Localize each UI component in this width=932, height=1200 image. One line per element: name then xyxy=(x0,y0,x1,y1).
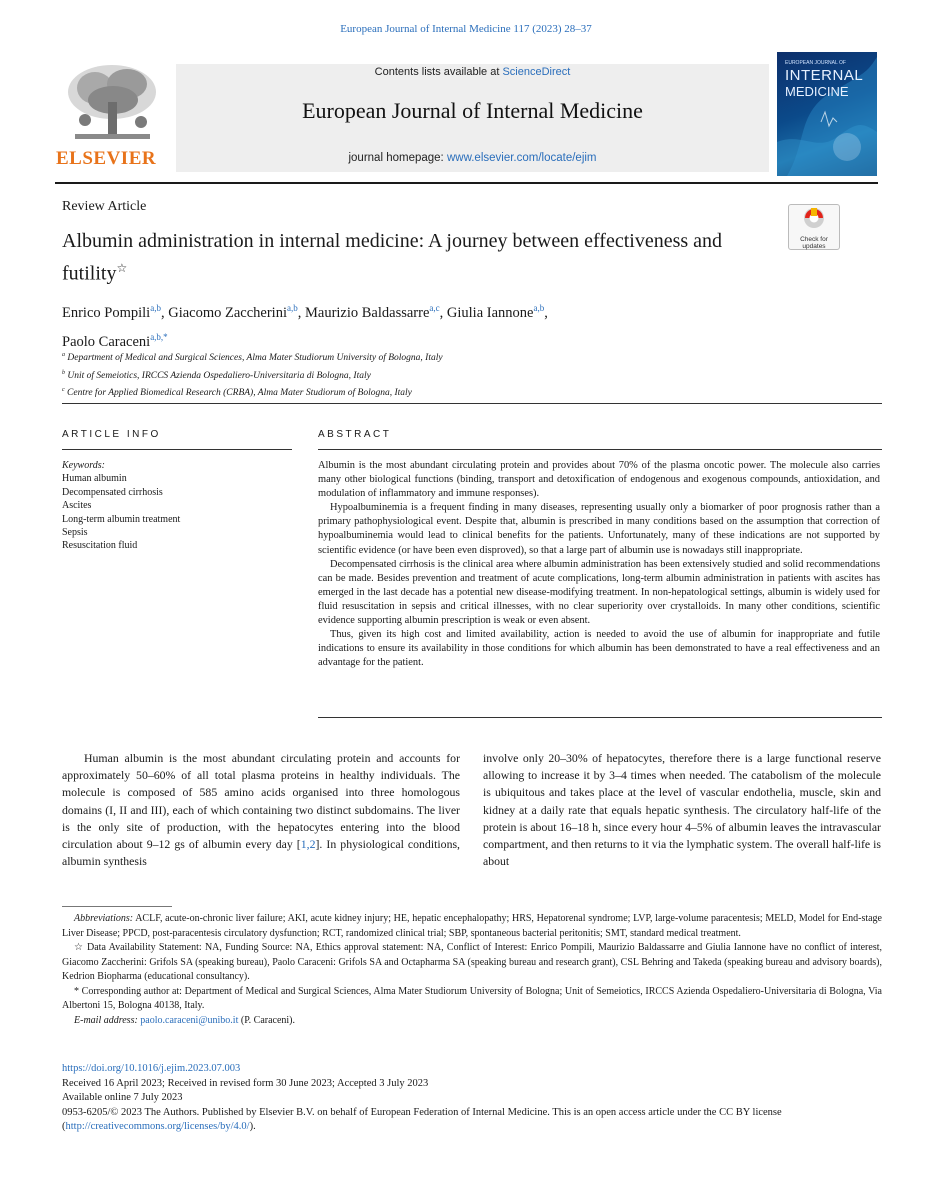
abstract-paragraph: Albumin is the most abundant circulating protein and provides about 70% of the plasma oncotic power. The molecule also carries many other biological functions (binding, transport and detoxification of endogenous and exogenous compounds, antioxidation, and modulation of inflammatory and immune responses). xyxy=(318,460,880,500)
footnote-divider xyxy=(62,906,172,907)
body-column-right xyxy=(483,750,881,870)
abstract-heading: ABSTRACT xyxy=(318,429,392,440)
available-online: Available online 7 July 2023 xyxy=(62,1092,183,1103)
keywords-block xyxy=(62,459,292,553)
author[interactable]: Paolo Caraceni$^{a,b,*}$ xyxy=(62,331,168,350)
article-info-heading: ARTICLE INFO xyxy=(62,429,161,440)
body-paragraph: involve only 20–30% of hepatocytes, therefore there is a large functional reserve allowing to increase it by 3–4 times when needed. The catabolism of the molecule is ubiquitous and takes place at the level of vascular endothelia, muscle, skin and kidney at a daily rate that equals hepatic synthesis. The circulatory half-life of the protein is about 16–18 h, since every hour 4–5% of albumin leaves the intravascular compartment, and then returns to it via the lymphatic system. The overall half-life is about xyxy=(483,751,881,869)
author[interactable]: Maurizio Baldassarre$^{a,c}$, xyxy=(304,303,447,321)
author[interactable]: Enrico Pompili$^{a,b}$, xyxy=(62,303,169,321)
sciencedirect-link[interactable]: ScienceDirect xyxy=(502,66,571,78)
article-title-text: Albumin administration in internal medicine: A journey between effectiveness and futility xyxy=(62,230,723,285)
doi-link[interactable]: https://doi.org/10.1016/j.ejim.2023.07.003 xyxy=(62,1063,241,1074)
homepage-line xyxy=(176,152,769,164)
cover-line-3: MEDICINE xyxy=(785,84,849,99)
homepage-link[interactable]: www.elsevier.com/locate/ejim xyxy=(446,152,597,164)
email-footnote: E-mail address: paolo.caraceni@unibo.it (P. Caraceni). xyxy=(74,1014,296,1026)
body-paragraph: Human albumin is the most abundant circulating protein and accounts for approximately 50–60% of all total plasma proteins in healthy individuals. The molecule is composed of 585 amino acids organised into three homologous domains (I, II and III), each of which containing two distinct subdomains. The liver is the only site of production, with the hepatocytes entering into the blood circulation about 9–12 gs of albumin every day [1,2]. In physiological conditions, albumin synthesis xyxy=(62,751,461,869)
corresponding-author-footnote: * Corresponding author at: Department of Medical and Surgical Sciences, Alma Mater Studiorum University of Bologna; Unit of Semeiotics, IRCCS Azienda Ospedaliero-Universitaria di Bologna, Via Albertoni 15, Bologna 40138, Italy. xyxy=(62,985,882,1011)
keyword: Ascites xyxy=(62,500,92,512)
author[interactable]: Giacomo Zaccherini$^{a,b}$, xyxy=(168,303,305,321)
author[interactable]: Giulia Iannone$^{a,b}$, xyxy=(446,303,548,321)
keyword: Long-term albumin treatment xyxy=(62,513,181,525)
journal-title: European Journal of Internal Medicine xyxy=(302,98,643,123)
contents-line xyxy=(176,66,769,78)
body-column-left xyxy=(62,750,460,870)
abstract-paragraph: Hypoalbuminemia is a frequent finding in many diseases, representing usually only a biomarker of poor prognosis rather than a primary pathophysiological event. Despite that, albumin is prescribed in many conditions based on the assumption that correction of hypoalbuminemia would lead to clinical benefits for the patients. Unfortunately, many of these indications are not supported by scientific evidence (or have been even disproved), so that a large part of albumin use is nowadays still inappropriate. xyxy=(318,502,880,556)
check-for-updates-button[interactable] xyxy=(788,204,840,250)
abstract-rule xyxy=(318,449,882,450)
homepage-prefix: journal homepage: xyxy=(348,152,447,164)
elsevier-wordmark: ELSEVIER xyxy=(56,148,157,169)
contents-prefix: Contents lists available at xyxy=(374,66,503,78)
affiliations xyxy=(62,348,822,401)
cover-line-2: INTERNAL xyxy=(785,67,864,84)
journal-citation[interactable]: European Journal of Internal Medicine 117 (2023) 28–37 xyxy=(340,23,592,35)
affiliation: $^b$ Unit of Semeiotics, IRCCS Azienda Ospedaliero-Universitaria di Bologna, Italy xyxy=(62,369,371,381)
cover-line-1: EUROPEAN JOURNAL OF xyxy=(785,60,846,66)
abstract-bottom-rule xyxy=(318,717,882,718)
keyword: Decompensated cirrhosis xyxy=(62,486,163,498)
reference-link[interactable]: 1,2 xyxy=(300,837,316,852)
crossmark-icon xyxy=(789,205,839,231)
title-footnote-mark[interactable]: ☆ xyxy=(116,261,128,275)
keyword: Sepsis xyxy=(62,527,88,539)
article-type: Review Article xyxy=(62,199,147,214)
abstract-text xyxy=(318,459,880,670)
article-title xyxy=(62,228,742,288)
author-list xyxy=(62,296,822,354)
affiliation: $^c$ Centre for Applied Biomedical Research (CRBA), Alma Mater Studiorum of Bologna, Italy xyxy=(62,387,412,399)
article-info-rule xyxy=(62,449,292,450)
check-for-updates-label: Check for updates xyxy=(800,236,828,250)
affiliation-divider xyxy=(62,403,882,404)
abstract-paragraph: Decompensated cirrhosis is the clinical area where albumin administration has been extensively studied and solid recommendations can be made. Besides prevention and treatment of acute complications, long-term albumin administration in patients with ascites has emerged in the last decade has a potential new disease-modifying treatment. In non-hepatological settings, albumin is widely used for fluid resuscitation in sepsis and critical illnesses, with no clear superiority over crystalloids. In many other conditions, scientific evidence supporting albumin prescription is weak or even absent. xyxy=(318,558,880,627)
publication-footer xyxy=(62,1062,882,1135)
keywords-label: Keywords: xyxy=(62,460,105,471)
data-availability-footnote: ☆ Data Availability Statement: NA, Funding Source: NA, Ethics approval statement: NA, Conflict of Interest: Enrico Pompili, Maurizio Baldassarre and Giulia Iannone have no conflict of interest, Giacomo Zaccherini: Grifols SA (speaking bureau), Paolo Caraceni: Grifols SA and Octapharma SA (speaking bureau and research grant), CSL Behring and Takeda (speaking bureau and advisory boards), Kedrion Biopharma (educational consultancy). xyxy=(62,942,882,982)
received-dates: Received 16 April 2023; Received in revised form 30 June 2023; Accepted 3 July 2023 xyxy=(62,1077,429,1089)
abstract-paragraph: Thus, given its high cost and limited availability, action is needed to avoid the use of albumin for inappropriate and futile indications to ensure its availability in those conditions for which albumin has been demonstrated to have a real effectiveness and an advantage for the patient. xyxy=(318,629,880,669)
license-statement: 0953-6205/© 2023 The Authors. Published by Elsevier B.V. on behalf of European Federation of Internal Medicine. This is an open access article under the CC BY license (http://creativecommons.org/licenses/by/4.0/). xyxy=(62,1106,782,1132)
journal-cover-image xyxy=(777,52,877,176)
keyword: Human albumin xyxy=(62,473,127,485)
license-link[interactable]: http://creativecommons.org/licenses/by/4.0/ xyxy=(65,1121,250,1132)
header-divider xyxy=(55,182,878,184)
footnotes xyxy=(62,912,882,1028)
keyword: Resuscitation fluid xyxy=(62,540,138,552)
affiliation: $^a$ Department of Medical and Surgical Sciences, Alma Mater Studiorum University of Bologna, Italy xyxy=(62,352,443,364)
author-email-link[interactable]: paolo.caraceni@unibo.it xyxy=(140,1014,239,1026)
abbreviations-footnote: Abbreviations: ACLF, acute-on-chronic liver failure; AKI, acute kidney injury; HE, hepatic encephalopathy; HRS, Hepatorenal syndrome; LVP, large-volume paracentesis; MELD, Model for End-stage Liver Disease; PPCD, post-paracentesis circulatory dysfunction; RCT, randomized clinical trial; SBP, spontaneous bacterial peritonitis; SMT, standard medical treatment. xyxy=(62,913,882,939)
